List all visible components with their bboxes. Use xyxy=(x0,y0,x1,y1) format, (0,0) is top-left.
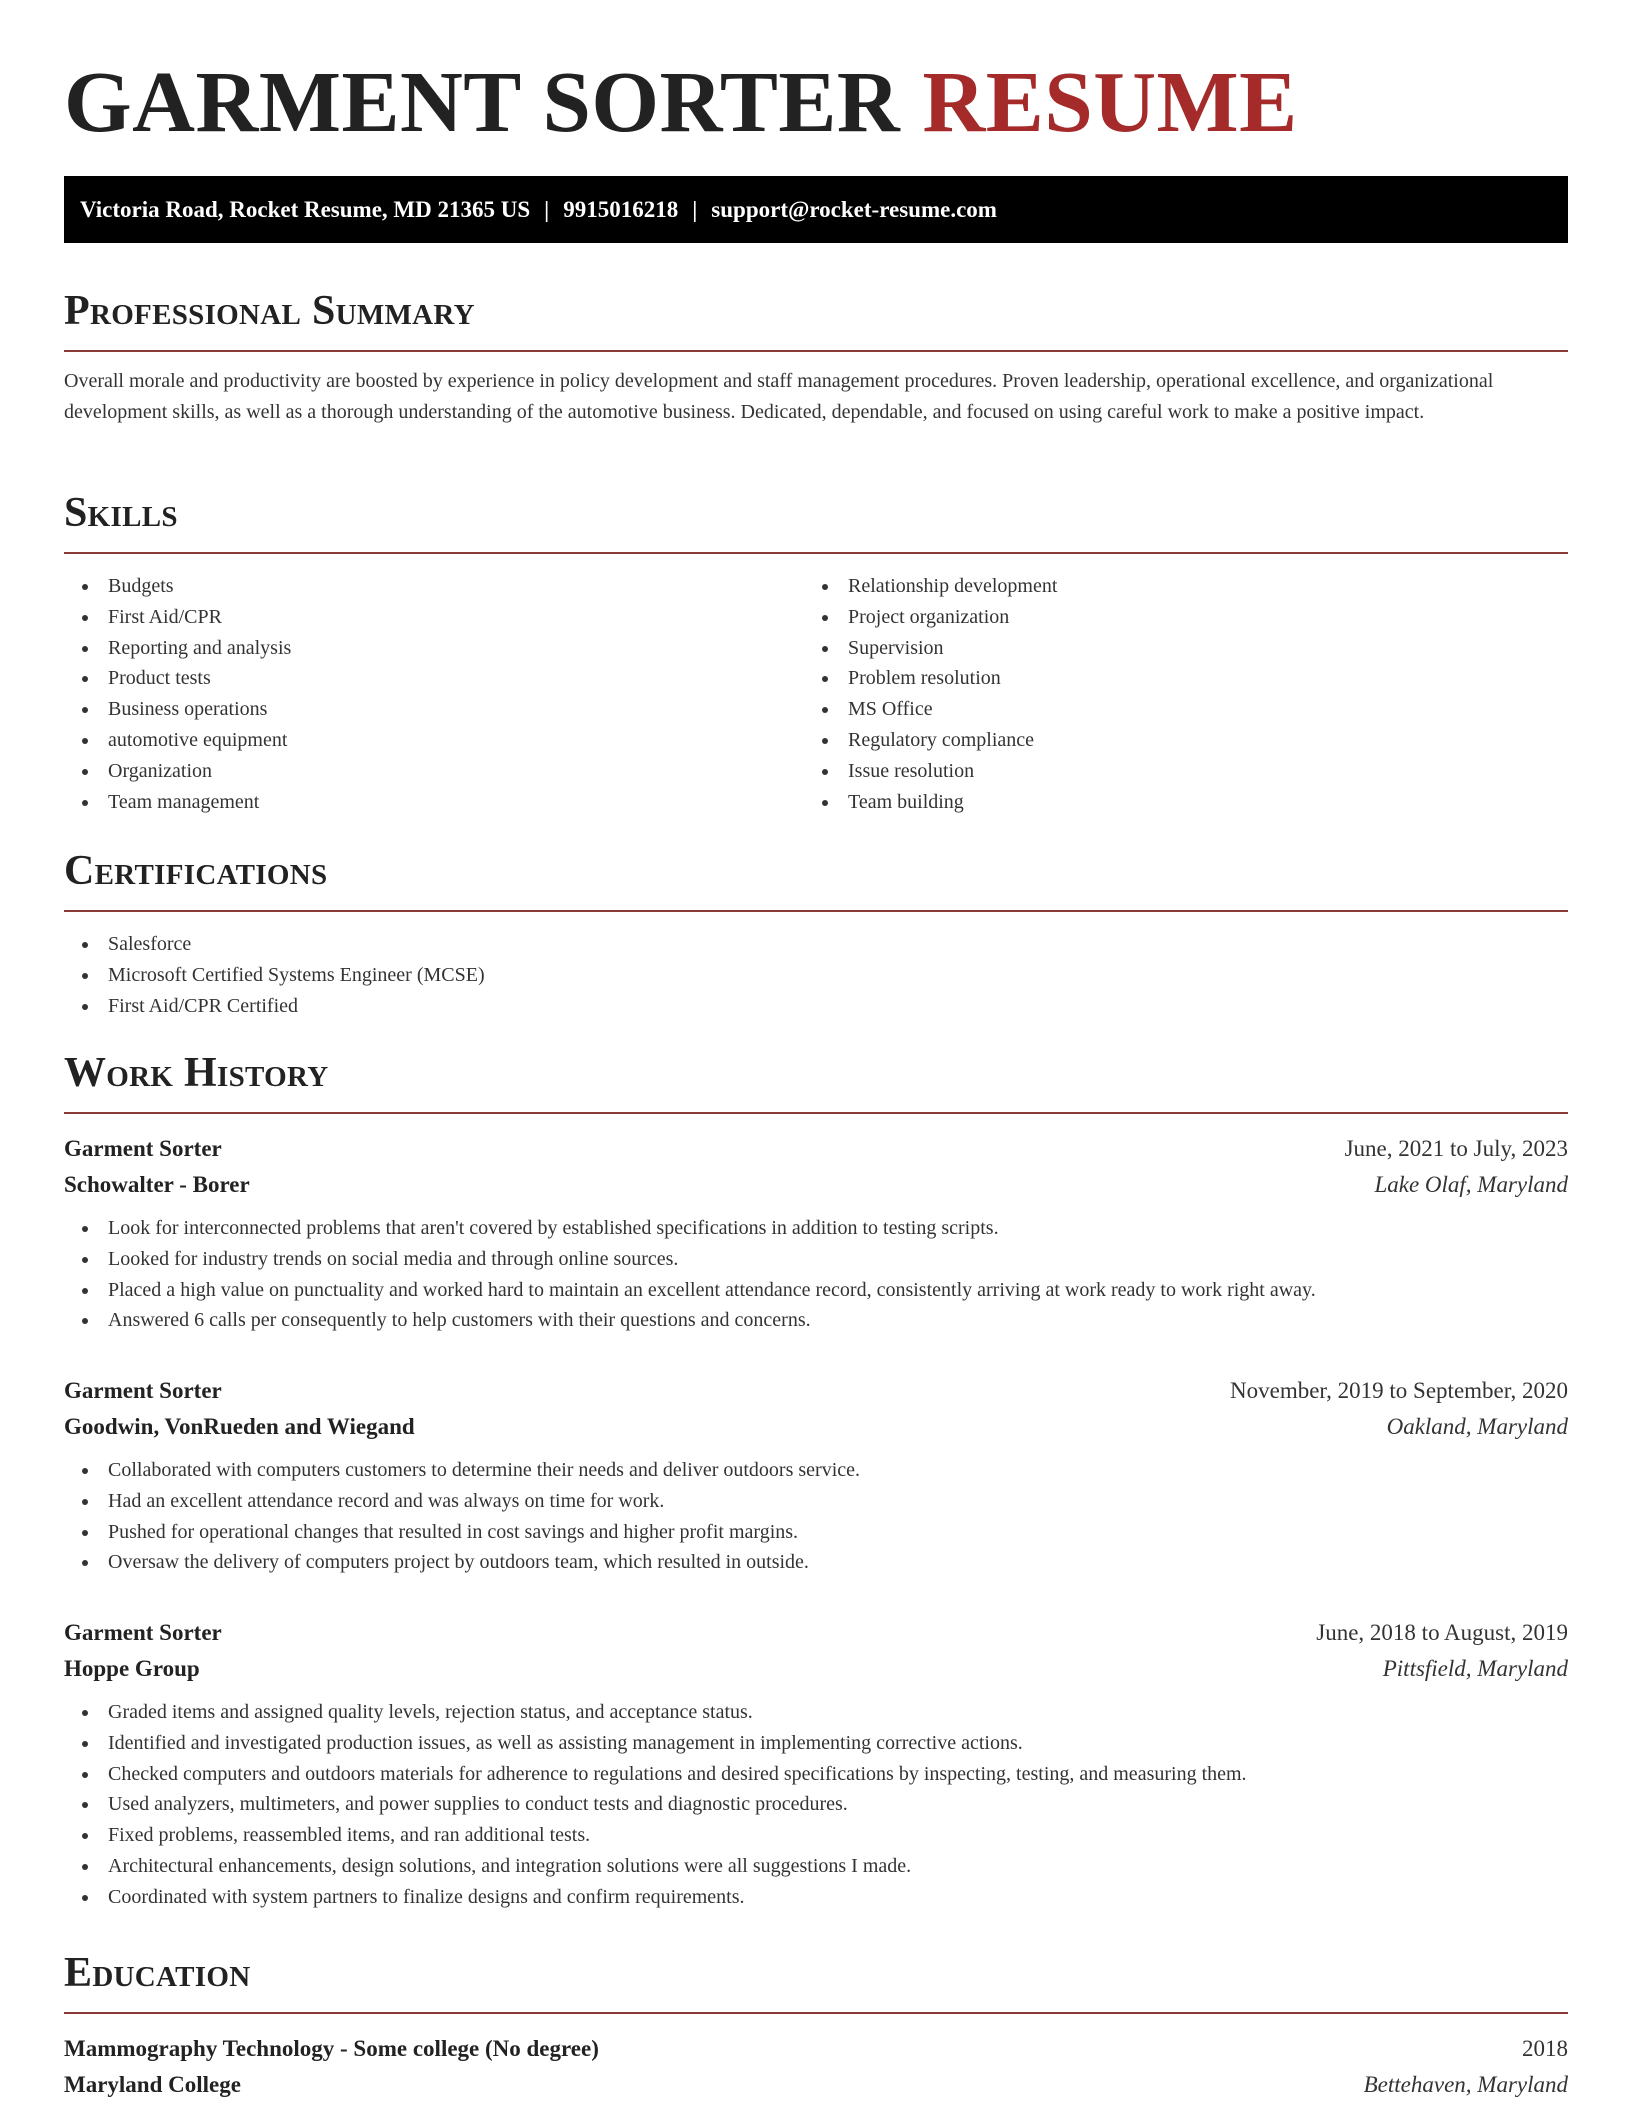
job-title: Garment Sorter xyxy=(64,1378,222,1403)
work-history-section xyxy=(64,1046,1568,1114)
skill-item: Supervision xyxy=(804,633,1544,664)
education-degree: Mammography Technology - Some college (No degree) xyxy=(64,2036,599,2061)
job-bullet-item: Collaborated with computers customers to determine their needs and deliver outdoors service. xyxy=(64,1455,1568,1486)
contact-phone: 9915016218 xyxy=(563,197,679,222)
skill-item: Project organization xyxy=(804,602,1544,633)
certification-item: First Aid/CPR Certified xyxy=(64,991,1568,1022)
skill-item: Reporting and analysis xyxy=(64,633,804,664)
job-dates: June, 2021 to July, 2023 xyxy=(1344,1136,1568,1161)
certifications-section xyxy=(64,844,1568,1021)
skills-columns xyxy=(64,571,1568,817)
job-bullet-item: Identified and investigated production issues, as well as assisting management in implementing corrective actions. xyxy=(64,1728,1568,1759)
skill-item: Team management xyxy=(64,787,804,818)
job-bullet-item: Coordinated with system partners to finalize designs and confirm requirements. xyxy=(64,1882,1568,1913)
section-divider xyxy=(64,350,1568,352)
skills-section xyxy=(64,486,1568,817)
skill-item: Budgets xyxy=(64,571,804,602)
job-location: Pittsfield, Maryland xyxy=(1382,1656,1568,1681)
section-divider xyxy=(64,1112,1568,1114)
skill-item: First Aid/CPR xyxy=(64,602,804,633)
education-heading: Education xyxy=(64,1950,251,1996)
certifications-list xyxy=(64,929,1568,1021)
job-bullets xyxy=(64,1455,1568,1578)
section-divider xyxy=(64,910,1568,912)
certifications-heading: Certifications xyxy=(64,848,328,894)
job-title: Garment Sorter xyxy=(64,1136,222,1161)
job-location: Oakland, Maryland xyxy=(1386,1414,1568,1439)
job-entry xyxy=(64,1131,1568,1336)
work-history-heading: Work History xyxy=(64,1050,329,1096)
job-bullet-item: Graded items and assigned quality levels, rejection status, and acceptance status. xyxy=(64,1697,1568,1728)
job-company-row xyxy=(64,1167,1568,1203)
job-entry xyxy=(64,1615,1568,1913)
summary-heading: Professional Summary xyxy=(64,288,475,334)
job-company: Hoppe Group xyxy=(64,1656,200,1681)
job-company-row xyxy=(64,1409,1568,1445)
job-company: Goodwin, VonRueden and Wiegand xyxy=(64,1414,415,1439)
job-dates: June, 2018 to August, 2019 xyxy=(1316,1620,1568,1645)
job-bullet-item: Answered 6 calls per consequently to help customers with their questions and concerns. xyxy=(64,1305,1568,1336)
job-bullet-item: Architectural enhancements, design solutions, and integration solutions were all suggestions I made. xyxy=(64,1851,1568,1882)
job-bullet-item: Looked for industry trends on social media and through online sources. xyxy=(64,1244,1568,1275)
skill-item: MS Office xyxy=(804,694,1544,725)
job-company: Schowalter - Borer xyxy=(64,1172,250,1197)
section-divider xyxy=(64,552,1568,554)
education-section xyxy=(64,1946,1568,2014)
education-school-row xyxy=(64,2067,1568,2103)
skills-list-right xyxy=(804,571,1544,817)
resume-title xyxy=(64,52,1298,152)
job-bullet-item: Checked computers and outdoors materials for adherence to regulations and desired specifications by inspecting, testing, and measuring them. xyxy=(64,1759,1568,1790)
job-location: Lake Olaf, Maryland xyxy=(1374,1172,1568,1197)
job-bullets xyxy=(64,1697,1568,1913)
section-divider xyxy=(64,2012,1568,2014)
job-bullet-item: Had an excellent attendance record and was always on time for work. xyxy=(64,1486,1568,1517)
job-header-row xyxy=(64,1131,1568,1167)
job-bullets xyxy=(64,1213,1568,1336)
job-bullet-item: Placed a high value on punctuality and worked hard to maintain an excellent attendance record, consistently arriving at work ready to work right away. xyxy=(64,1275,1568,1306)
job-title: Garment Sorter xyxy=(64,1620,222,1645)
job-bullet-item: Fixed problems, reassembled items, and ran additional tests. xyxy=(64,1820,1568,1851)
job-bullet-item: Look for interconnected problems that aren't covered by established specifications in addition to testing scripts. xyxy=(64,1213,1568,1244)
skill-item: Relationship development xyxy=(804,571,1544,602)
skill-item: Regulatory compliance xyxy=(804,725,1544,756)
skills-list-left xyxy=(64,571,804,817)
job-header-row xyxy=(64,1373,1568,1409)
education-location: Bettehaven, Maryland xyxy=(1363,2072,1568,2097)
job-entry xyxy=(64,1373,1568,1578)
summary-text: Overall morale and productivity are boosted by experience in policy development and staff management procedures. Proven leadership, operational excellence, and organizational development skills, as well as a thorough understanding of the automotive business. Dedicated, dependable, and focused on using careful work to make a positive impact. xyxy=(64,370,1494,423)
skill-item: Business operations xyxy=(64,694,804,725)
contact-separator: | xyxy=(692,197,698,222)
job-dates: November, 2019 to September, 2020 xyxy=(1230,1378,1568,1403)
education-school: Maryland College xyxy=(64,2072,241,2097)
contact-email: support@rocket-resume.com xyxy=(711,197,997,222)
contact-bar xyxy=(64,176,1568,243)
summary-section xyxy=(64,284,1568,428)
job-company-row xyxy=(64,1651,1568,1687)
contact-separator: | xyxy=(544,197,550,222)
certification-item: Microsoft Certified Systems Engineer (MCSE) xyxy=(64,960,1568,991)
skill-item: Organization xyxy=(64,756,804,787)
skill-item: automotive equipment xyxy=(64,725,804,756)
skill-item: Product tests xyxy=(64,663,804,694)
contact-address: Victoria Road, Rocket Resume, MD 21365 US xyxy=(80,197,531,222)
skill-item: Issue resolution xyxy=(804,756,1544,787)
skill-item: Team building xyxy=(804,787,1544,818)
job-bullet-item: Oversaw the delivery of computers project by outdoors team, which resulted in outside. xyxy=(64,1547,1568,1578)
certification-item: Salesforce xyxy=(64,929,1568,960)
job-header-row xyxy=(64,1615,1568,1651)
job-bullet-item: Used analyzers, multimeters, and power supplies to conduct tests and diagnostic procedures. xyxy=(64,1789,1568,1820)
title-accent: RESUME xyxy=(922,53,1298,150)
title-main: GARMENT SORTER xyxy=(64,53,901,150)
education-header-row xyxy=(64,2031,1568,2067)
skills-heading: Skills xyxy=(64,490,178,536)
education-year: 2018 xyxy=(1522,2036,1568,2061)
job-bullet-item: Pushed for operational changes that resulted in cost savings and higher profit margins. xyxy=(64,1517,1568,1548)
skill-item: Problem resolution xyxy=(804,663,1544,694)
education-entry xyxy=(64,2031,1568,2103)
